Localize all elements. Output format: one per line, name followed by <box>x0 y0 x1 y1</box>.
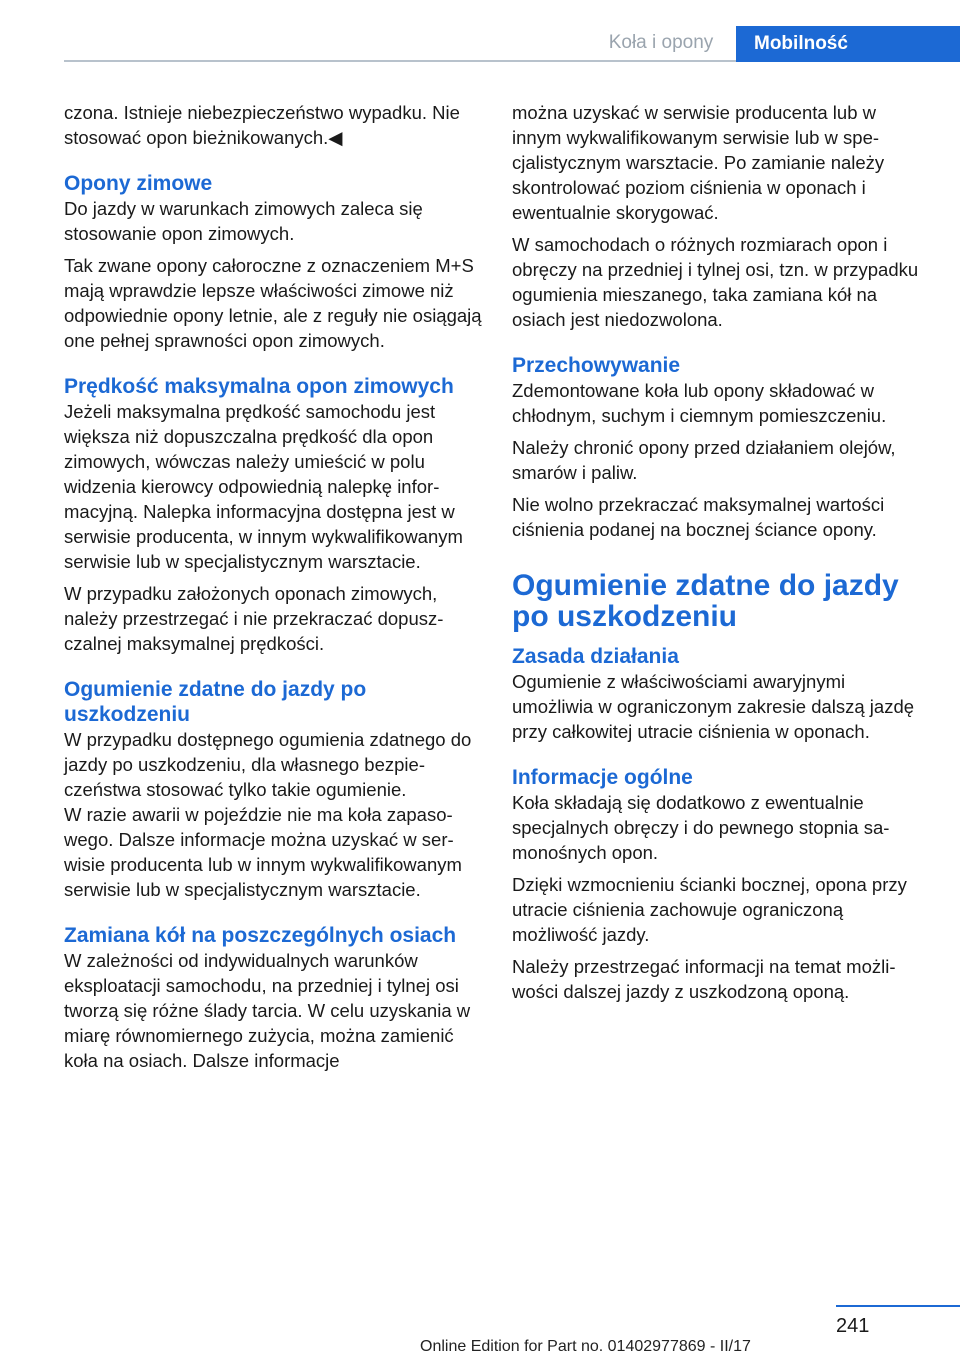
paragraph: Dzięki wzmocnieniu ścianki bocznej, opona przy utracie ciśnienia zachowuje ograniczoną możliwość jazdy. <box>512 874 907 945</box>
heading-rotation: Zamiana kół na poszczególnych osiach <box>64 924 457 947</box>
heading-winter-tyres: Opony zimowe <box>64 172 213 195</box>
paragraph: W przypadku dostępnego ogumienia zdatnego do jazdy po uszkodzeniu, dla własnego bezpieczeństwa stosować tylko takie ogumienie. <box>64 729 472 800</box>
paragraph: Zdemontowane koła lub opony składować w chłodnym, suchym i ciemnym pomieszczeniu. <box>512 380 887 426</box>
page-number: 241 <box>836 1315 870 1337</box>
paragraph: W przypadku założonych oponach zimowych, należy przestrzegać i nie przekraczać dopuszczalnej maksymalnej prędkości. <box>64 583 444 654</box>
heading-runflat: Ogumienie zdatne do jazdy po uszkodzeniu <box>64 678 367 726</box>
paragraph: Jeżeli maksymalna prędkość samochodu jest większa niż dopuszczalna prędkość dla opon zimowych, wówczas należy umieścić w polu widzenia kierowcy odpowiednią nalepkę informacyjną. Nalepka informacyjna dostępna jest w serwisie producenta, w innym wykwalifikowanym serwisie lub w specjalistycznym warsztacie. <box>64 401 463 572</box>
heading-storage: Przechowywanie <box>512 354 681 377</box>
paragraph: można uzyskać w serwisie producenta lub w innym wykwalifikowanym serwisie lub w specjalistycznym warsztacie. Po zamianie należy skontrolować poziom ciśnienia w oponach i ewentualnie skorygować. <box>512 102 885 223</box>
paragraph: Tak zwane opony całoroczne z oznaczeniem M+S mają wprawdzie lepsze właściwości zimowe niż odpowiednie opony letnie, ale z reguły nie osiągają one pełnej sprawności opon zimowych. <box>64 255 482 351</box>
left-column <box>64 100 482 1080</box>
header-chapter-tab[interactable]: Mobilność <box>736 26 960 62</box>
heading-max-speed: Prędkość maksymalna opon zimowych <box>64 375 454 398</box>
footer-rule <box>836 1305 960 1307</box>
footer-edition: Online Edition for Part no. 01402977869 - II/17 <box>420 1338 751 1355</box>
intro-paragraph: czona. Istnieje niebezpieczeństwo wypadku. Nie stosować opon bieżnikowanych.◀ <box>64 102 460 148</box>
section-title: Ogumienie zdatne do jazdy po uszkodzeniu <box>512 569 899 633</box>
paragraph: W razie awarii w pojeździe nie ma koła zapasowego. Dalsze informacje można uzyskać w serwisie producenta lub w innym wykwalifikowanym serwisie lub w specjalistycznym warsztacie. <box>64 804 462 900</box>
paragraph: Należy przestrzegać informacji na temat możliwości dalszej jazdy z uszkodzoną oponą. <box>512 956 896 1002</box>
paragraph: Koła składają się dodatkowo z ewentualnie specjalnych obręczy i do pewnego stopnia samonośnych opon. <box>512 792 890 863</box>
paragraph: Ogumienie z właściwościami awaryjnymi umożliwia w ograniczonym zakresie dalszą jazdę przy całkowitej utracie ciśnienia w oponach. <box>512 671 915 742</box>
paragraph: Należy chronić opony przed działaniem olejów, smarów i paliw. <box>512 437 896 483</box>
paragraph: Do jazdy w warunkach zimowych zaleca się stosowanie opon zimowych. <box>64 198 423 244</box>
heading-general: Informacje ogólne <box>512 766 693 789</box>
paragraph: Nie wolno przekraczać maksymalnej wartości ciśnienia podanej na bocznej ściance opony. <box>512 494 885 540</box>
right-column <box>512 100 930 1011</box>
paragraph: W zależności od indywidualnych warunków eksploatacji samochodu, na przedniej i tylnej osi tworzą się różne ślady tarcia. W celu uzyskania w miarę równomiernego zużycia, można zamienić koła na osiach. Dalsze informacje <box>64 950 471 1071</box>
paragraph: W samochodach o różnych rozmiarach opon i obręczy na przedniej i tylnej osi, tzn. w przypadku ogumienia mieszanego, taka zamiana kół na osiach jest niedozwolona. <box>512 234 919 330</box>
header-section-tab[interactable]: Koła i opony <box>608 32 714 53</box>
heading-principle: Zasada działania <box>512 645 679 668</box>
